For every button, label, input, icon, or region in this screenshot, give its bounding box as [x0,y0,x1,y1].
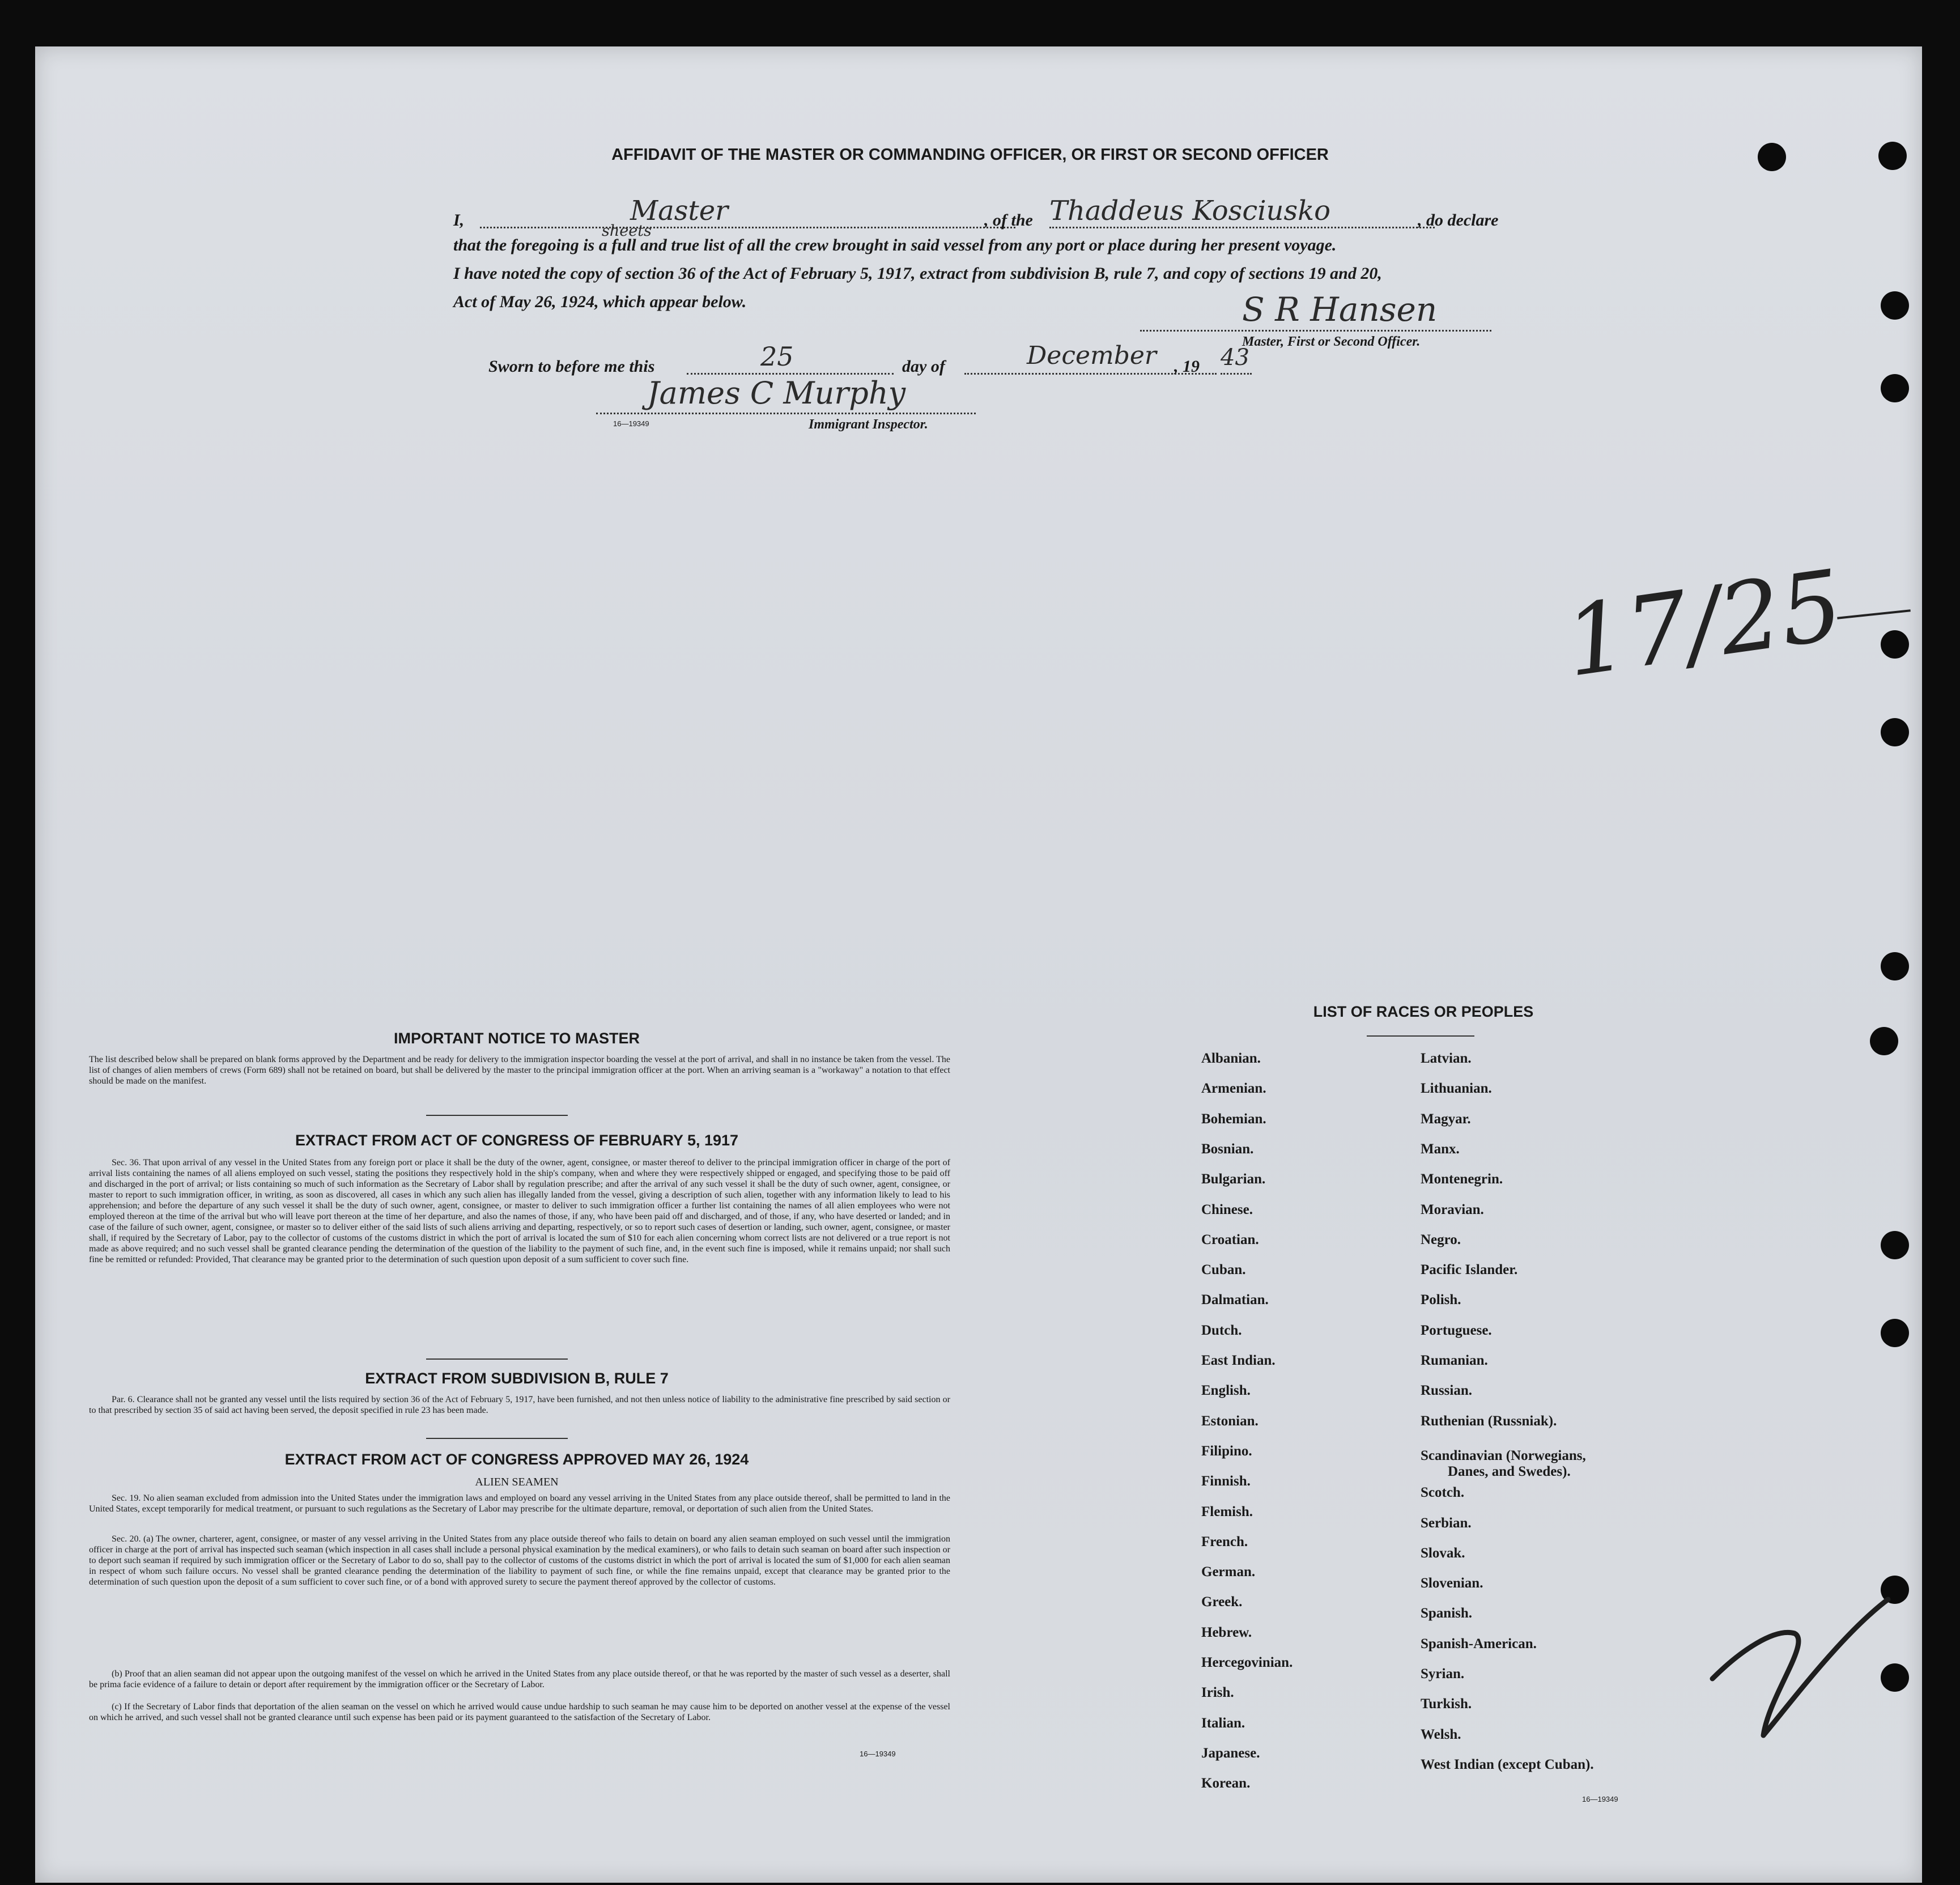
race-item: Bohemian. [1201,1111,1266,1127]
extract-form-code: 16—19349 [860,1750,896,1758]
race-item: Syrian. [1421,1666,1465,1682]
race-item: Moravian. [1421,1202,1484,1217]
affidavit-title: AFFIDAVIT OF THE MASTER OR COMMANDING OFFICER, OR FIRST OR SECOND OFFICER [611,146,1329,164]
race-item: Pacific Islander. [1421,1262,1518,1278]
race-item: Dalmatian. [1201,1292,1269,1308]
race-item: Spanish-American. [1421,1636,1537,1652]
race-item: Spanish. [1421,1606,1473,1621]
race-item: English. [1201,1383,1251,1399]
do-declare-label: , do declare [1418,211,1499,230]
extract-1924-sec20a: Sec. 20. (a) The owner, charterer, agent, consignee, or master of any vessel arriving in the United States from any place outside thereof who fails to detain on board any alien seaman employed on such vessel until the immigration officer in charge at the port of arrival has inspected such seaman (which inspection in all cases shall include a personal physical examination by the medical examiners), or who fails to detain such seaman on board after such inspection or to deport such seaman if required by such immigration officer or the Secretary of Labor to do so, shall pay to the collector of customs of the customs district in which the port of arrival is located the sum of $1,000 for each alien seaman in respect of whom such failure occurs. No vessel shall be granted clearance pending the determination of the liability to payment of such fine, or while the fine remains unpaid, except that clearance may be granted prior to the determination of such question upon the deposit of a sum sufficient to cover such fine, or of a bond with approved surety to secure the payment thereof approved by the collector of customs. [89,1534,950,1587]
punch-hole [1881,1319,1909,1347]
race-item: Irish. [1201,1685,1234,1701]
extract-1924-subtitle: ALIEN SEAMEN [475,1476,559,1488]
document-sheet [35,46,1922,1883]
extract-1917-title: EXTRACT FROM ACT OF CONGRESS OF FEBRUARY 5, 1917 [295,1132,739,1149]
race-item: German. [1201,1564,1256,1580]
of-the-label: , of the [984,211,1033,230]
extract-1924-title: EXTRACT FROM ACT OF CONGRESS APPROVED MAY 26, 1924 [284,1451,749,1468]
race-item: Welsh. [1421,1726,1461,1742]
inspector-signature: James C Murphy [647,375,906,411]
race-item: Turkish. [1421,1696,1472,1712]
race-item: Croatian. [1201,1232,1259,1247]
race-item: Lithuanian. [1421,1081,1492,1097]
race-item: Danes, and Swedes). [1448,1463,1571,1479]
race-item: Montenegrin. [1421,1171,1503,1187]
vessel-name-handwritten: Thaddeus Kosciusko [1049,195,1331,227]
day-of-label: day of [902,357,945,376]
punch-hole [1881,1231,1909,1259]
punch-hole [1881,630,1909,659]
race-item: Italian. [1201,1715,1245,1731]
race-item: Manx. [1421,1141,1460,1157]
sheets-handwritten: sheets [602,222,652,240]
race-item: Dutch. [1201,1322,1242,1338]
race-item: Ruthenian (Russniak). [1421,1413,1557,1429]
rule7-body: Par. 6. Clearance shall not be granted any vessel until the lists required by section 36 of the Act of February 5, 1917, have been furnished, and not then unless notice of liability to the administrative fine prescribed by said section or to that prescribed by section 35 of said act having been served, the deposit specified in rule 23 has been made. [89,1395,950,1415]
race-item: Chinese. [1201,1202,1253,1217]
rule7-title: EXTRACT FROM SUBDIVISION B, RULE 7 [365,1370,669,1387]
race-item: Slovak. [1421,1545,1465,1561]
race-item: Latvian. [1421,1051,1472,1066]
punch-hole [1881,718,1909,746]
affidavit-i: I, [453,211,465,230]
race-item: Hercegovinian. [1201,1655,1293,1670]
margin-note-stroke [1837,609,1911,619]
race-item: Serbian. [1421,1515,1472,1531]
race-item: Finnish. [1201,1474,1251,1489]
race-item: Polish. [1421,1292,1461,1308]
year-prefix: , 19 [1174,357,1200,376]
race-item: Bulgarian. [1201,1171,1266,1187]
month-handwritten: December [1027,341,1157,370]
punch-hole [1870,1027,1898,1055]
race-item: Japanese. [1201,1745,1260,1761]
extract-1917-body: Sec. 36. That upon arrival of any vessel in the United States from any foreign port or place it shall be the duty of the owner, agent, consignee, or master thereof to deliver to the principal immigration officer in charge of the port of arrival lists containing the names of all aliens employed on such vessel, stating the positions they respectively hold in the ship's company, when and where they were respectively shipped or engaged, and specifying those to be paid off and discharged in the port of arrival; or lists containing so much of such information as the Secretary of Labor shall by regulation prescribe; and after the arrival of any such vessel it shall be the duty of such owner, agent, consignee, or master to report to such immigration officer, in writing, as soon as discovered, all cases in which any such alien has illegally landed from the vessel, giving a description of such alien, together with any information likely to lead to his apprehension; and before the departure of any such vessel it shall be the duty of such owner, agent, consignee, or master to deliver to such immigration officer a further list containing the names of all alien employees who were not employed thereon at the time of the arrival but who will leave port thereon at the time of her departure, and also the names of those, if any, who have been paid off and discharged, and of those, if any, who have deserted or landed; and in case of the failure of such owner, agent, consignee, or master so to deliver either of the said lists of such aliens arriving and departing, respectively, or so to report such cases of desertion or landing, such owner, agent, consignee, or master shall, if required by the Secretary of Labor, pay to the collector of customs of the customs district in which the port of arrival is located the sum of $10 for each alien concerning whom correct lists are not delivered or a true report is not made as above required; and no such vessel shall be granted clearance pending the determination of the question of the liability to the payment of such fine, and, in the event such fine is imposed, while it remains unpaid; nor shall such fine be remitted or refunded: Provided, That clearance may be granted prior to the determination of such question upon deposit of a sum sufficient to cover such fine. [89,1158,950,1264]
race-item: Korean. [1201,1776,1251,1791]
master-handwritten: Master [630,195,729,227]
race-item: Rumanian. [1421,1353,1488,1368]
race-item: Greek. [1201,1594,1243,1610]
check-mark-handwritten [1707,1565,1894,1752]
race-item: Albanian. [1201,1051,1261,1066]
day-handwritten: 25 [760,341,794,372]
year-handwritten: 43 [1221,345,1249,371]
race-item: Estonian. [1201,1413,1259,1429]
extract-1924-sec19: Sec. 19. No alien seaman excluded from admission into the United States under the immigration laws and employed on board any vessel arriving in the United States from any place outside thereof, shall be permitted to land in the United States, except temporarily for medical treatment, or pursuant to such regulations as the Secretary of Labor may prescribe for the ultimate departure, removal, or deportation of such alien from the United States. [89,1493,950,1514]
race-item: Cuban. [1201,1262,1246,1278]
races-title: LIST OF RACES OR PEOPLES [1313,1003,1534,1020]
race-item: Hebrew. [1201,1624,1252,1640]
race-item: Scotch. [1421,1485,1465,1501]
punch-hole [1881,952,1909,980]
race-item: East Indian. [1201,1353,1276,1368]
race-item: Scandinavian (Norwegians, [1421,1447,1586,1463]
sworn-prefix: Sworn to before me this [488,357,655,376]
punch-hole [1881,291,1909,320]
race-item: Portuguese. [1421,1322,1492,1338]
punch-hole [1881,374,1909,402]
race-item: West Indian (except Cuban). [1421,1756,1594,1772]
affidavit-line2: that the foregoing is a full and true list of all the crew brought in said vessel from any port or place during her present voyage. [453,236,1337,254]
inspector-caption: Immigrant Inspector. [809,417,928,432]
affidavit-line3: I have noted the copy of section 36 of the Act of February 5, 1917, extract from subdivision B, rule 7, and copy of sections 19 and 20, [453,264,1382,283]
race-item: Negro. [1421,1232,1461,1247]
race-item: Flemish. [1201,1504,1253,1519]
race-item: French. [1201,1534,1248,1549]
race-item: Russian. [1421,1383,1473,1399]
race-item: Slovenian. [1421,1576,1483,1591]
race-item: Bosnian. [1201,1141,1254,1157]
extract-1924-sec20c: (c) If the Secretary of Labor finds that deportation of the alien seaman on the vessel on which he arrived would cause undue hardship to such seaman he may cause him to be deported on another vessel at the expense of the vessel on which he arrived, and such vessel shall not be granted clearance until such expense has been paid or its payment guaranteed to the satisfaction of the Secretary of Labor. [89,1702,950,1722]
master-signature: S R Hansen [1242,290,1438,329]
race-item: Magyar. [1421,1111,1471,1127]
affidavit-line4: Act of May 26, 1924, which appear below. [453,292,747,311]
margin-note-handwritten: 17/25 [1558,549,1850,699]
punch-hole [1878,142,1907,170]
punch-hole [1758,143,1786,171]
race-item: Filipino. [1201,1443,1252,1459]
signature-caption: Master, First or Second Officer. [1242,334,1421,349]
notice-title: IMPORTANT NOTICE TO MASTER [394,1030,640,1047]
races-form-code: 16—19349 [1582,1795,1618,1803]
form-code: 16—19349 [613,419,649,428]
race-item: Armenian. [1201,1081,1266,1097]
notice-body: The list described below shall be prepared on blank forms approved by the Department and be ready for delivery to the immigration inspector boarding the vessel at the port of arrival, and shall in no instance be taken from the vessel. The list of changes of alien members of crews (Form 689) shall not be retained on board, but shall be delivered by the master to the principal immigration officer at the port. When an arriving seaman is a "workaway" a notation to that effect should be made on the manifest. [89,1055,950,1086]
extract-1924-sec20b: (b) Proof that an alien seaman did not appear upon the outgoing manifest of the vessel on which he arrived in the United States from any place outside thereof, or that he was reported by the master of such vessel as a deserter, shall be prima facie evidence of a failure to detain or deport after requirement by the immigration officer or the Secretary of Labor. [89,1669,950,1689]
